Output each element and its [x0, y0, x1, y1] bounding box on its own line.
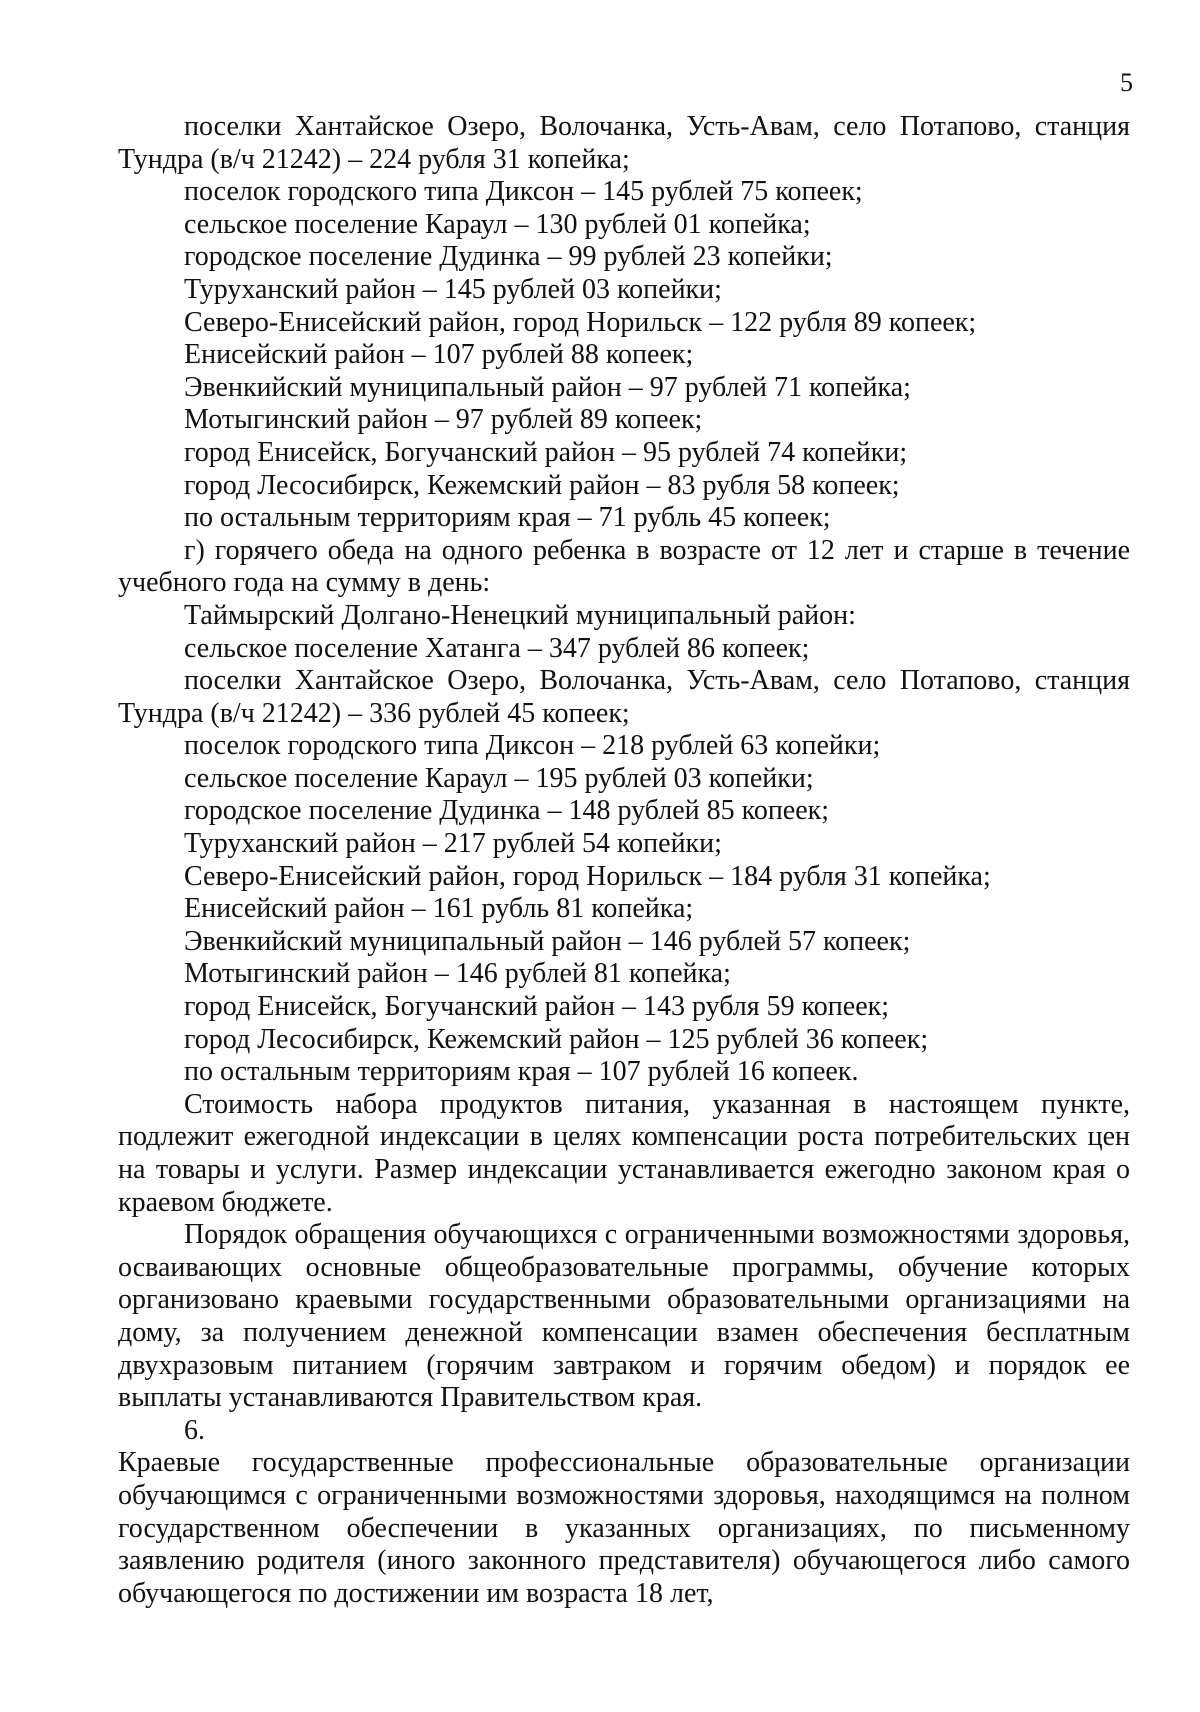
list-item: по остальным территориям края – 107 рублей 16 копеек. — [184, 1056, 859, 1088]
list-item: сельское поселение Хатанга – 347 рублей 86 копеек; — [184, 632, 810, 664]
paragraph: поселки Хантайское Озеро, Волочанка, Усть-Авам, село Потапово, станция Тундра (в/ч 21242) – 336 рублей 45 копеек; — [118, 665, 1130, 729]
list-item: сельское поселение Караул – 195 рублей 03 копейки; — [184, 762, 814, 794]
list-item: Северо-Енисейский район, город Норильск – 122 рубля 89 копеек; — [184, 306, 977, 338]
paragraph: Краевые государственные профессиональные образовательные организации обучающимся с ограниченными возможностями здоровья, находящимся на полном государственном обеспечении в указанных организациях, по письменному заявлению родителя (иного законного представителя) обучающегося либо самого обучающегося по достижении им возраста 18 лет, — [118, 1447, 1130, 1609]
list-item: городское поселение Дудинка – 148 рублей 85 копеек; — [184, 795, 830, 827]
list-item: Эвенкийский муниципальный район – 97 рублей 71 копейка; — [184, 371, 911, 403]
list-item: по остальным территориям края – 71 рубль 45 копеек; — [184, 502, 831, 534]
list-item: город Енисейск, Богучанский район – 95 рублей 74 копейки; — [184, 436, 908, 468]
list-item: город Енисейск, Богучанский район – 143 рубля 59 копеек; — [184, 991, 890, 1023]
list-item: Туруханский район – 145 рублей 03 копейки; — [184, 273, 722, 305]
list-item: Мотыгинский район – 97 рублей 89 копеек; — [184, 404, 703, 436]
list-item: Енисейский район – 107 рублей 88 копеек; — [184, 339, 694, 371]
paragraph: поселки Хантайское Озеро, Волочанка, Усть-Авам, село Потапово, станция Тундра (в/ч 21242) – 224 рубля 31 копейка; — [118, 111, 1130, 175]
list-heading: Таймырский Долгано-Ненецкий муниципальный район: — [184, 599, 856, 631]
paragraph: г) горячего обеда на одного ребенка в возрасте от 12 лет и старше в течение учебного года на сумму в день: — [118, 534, 1130, 599]
list-item: город Лесосибирск, Кежемский район – 83 рубля 58 копеек; — [184, 469, 900, 501]
list-item: поселок городского типа Диксон – 145 рублей 75 копеек; — [184, 176, 863, 208]
list-item: Северо-Енисейский район, город Норильск – 184 рубля 31 копейка; — [184, 860, 991, 892]
list-item: сельское поселение Караул – 130 рублей 01 копейка; — [184, 208, 811, 240]
numbered-item-line — [118, 1415, 1130, 1448]
list-item: Мотыгинский район – 146 рублей 81 копейка; — [184, 958, 731, 990]
paragraph: Порядок обращения обучающихся с ограниченными возможностями здоровья, осваивающих основные общеобразовательные программы, обучение которых организовано краевыми государственными образовательными организациями на дому, за получением денежной компенсации взамен обеспечения бесплатным двухразовым питанием (горячим завтраком и горячим обедом) и порядок ее выплаты устанавливаются Правительством края. — [118, 1219, 1130, 1414]
document-body — [118, 111, 1130, 1610]
list-item: городское поселение Дудинка – 99 рублей 23 копейки; — [184, 241, 833, 273]
list-item: город Лесосибирск, Кежемский район – 125 рублей 36 копеек; — [184, 1023, 929, 1055]
list-item: Эвенкийский муниципальный район – 146 рублей 57 копеек; — [184, 925, 911, 957]
page-number: 5 — [1120, 68, 1133, 97]
paragraph: Стоимость набора продуктов питания, указанная в настоящем пункте, подлежит ежегодной индексации в целях компенсации роста потребительских цен на товары и услуги. Размер индексации устанавливается ежегодно законом края о краевом бюджете. — [118, 1088, 1130, 1218]
list-item: Туруханский район – 217 рублей 54 копейки; — [184, 828, 722, 860]
list-item: поселок городского типа Диксон – 218 рублей 63 копейки; — [184, 730, 881, 762]
list-item: Енисейский район – 161 рубль 81 копейка; — [184, 893, 694, 925]
item-number: 6. — [184, 1414, 205, 1446]
